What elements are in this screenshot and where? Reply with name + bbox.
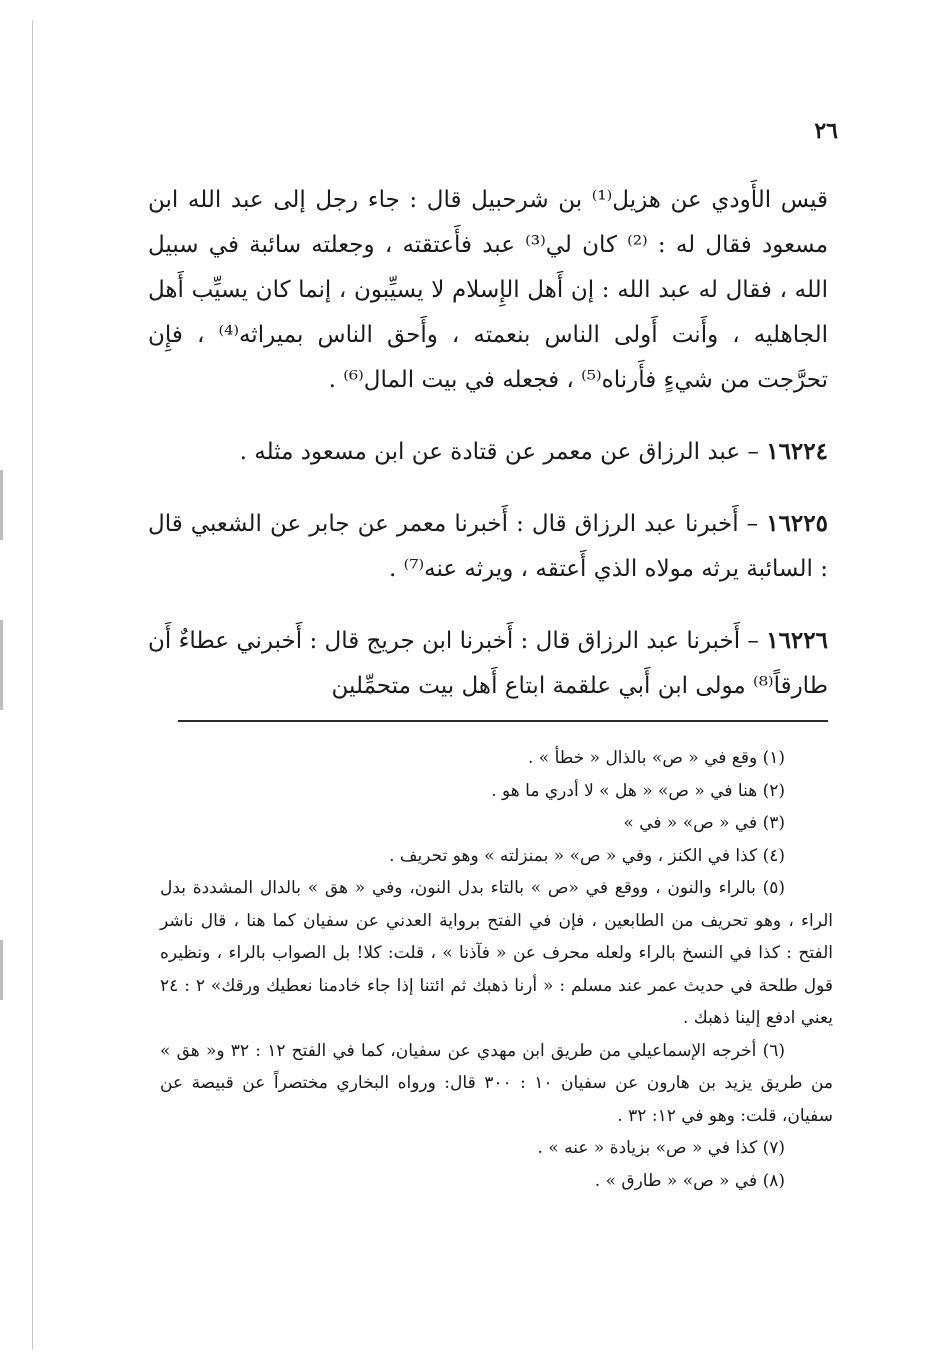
footnote-5: (٥) بالراء والنون ، ووقع في «ص » بالتاء بدل النون، وفي « هق » بالدال المشددة بدل الراء ، وهو تحريف من الطابعين ، فإن في الفتح برواية العدني عن سفيان كما هنا ، قال ناشر الفتح : كذا في النسخ بالراء ولعله محرف عن « فآذنا » ، قلت: كلا! بل الصواب بالراء ، ونظيره قول طلحة في حديث عمر عند مسلم : « أرنا ذهبك ثم ائتنا إذا جاء خادمنا نعطيك ورقك» ٢ : ٢٤ يعني ادفع إلينا ذهبك . <box>160 878 833 1028</box>
hadith-entry <box>148 618 828 709</box>
main-text-body <box>148 178 828 709</box>
hadith-text: – أَخبرنا عبد الرزاق قال : أَخبرنا معمر عن جابر عن الشعبي قال : السائبة يرثه مولاه الذي أَعتقه ، ويرثه عنه⁽⁷⁾ . <box>148 511 828 582</box>
hadith-number: ١٦٢٢٤ <box>766 438 828 465</box>
hadith-number: ١٦٢٢٦ <box>766 627 828 654</box>
footnote-8: (٨) في « ص» « طارق » . <box>594 1170 785 1191</box>
hadith-entry <box>148 429 828 475</box>
footnote-3: (٣) في « ص» « في » <box>623 813 785 833</box>
footnote-4: (٤) كذا في الكنز ، وفي « ص» « بمنزلته » وهو تحريف . <box>389 845 785 866</box>
footnote-6: (٦) أخرجه الإسماعيلي من طريق ابن مهدي عن سفيان، كما في الفتح ١٢ : ٣٢ و« هق » من طريق يزيد بن هارون عن سفيان ١٠ : ٣٠٠ قال: ورواه البخاري مختصراً عن قبيصة عن سفيان، قلت: وهو في ١٢: ٣٢ . <box>160 1040 834 1126</box>
paragraph-narration: قيس الأَودي عن هزيل⁽¹⁾ بن شرحبيل قال : جاء رجل إلى عبد الله ابن مسعود فقال له : ⁽²⁾ كان لي⁽³⁾ عبد فأَعتقته ، وجعلته سائبة في سبيل الله ، فقال له عبد الله : إن أَهل الإِسلام لا يسيِّبون ، إنما كان يسيِّب أَهل الجاهليه ، وأَنت أَولى الناس بنعمته ، وأَحق الناس بميراثه⁽⁴⁾ ، فإِن تحرَّجت من شيءٍ فأَرناه⁽⁵⁾ ، فجعله في بيت المال⁽⁶⁾ . <box>148 187 829 393</box>
footnote-separator <box>178 720 828 722</box>
footnote-1: (١) وقع في « ص» بالذال « خطأ » . <box>527 748 785 768</box>
binding-margin-line <box>32 20 33 1350</box>
footnote-2: (٢) هنا في « ص» « هل » لا أدري ما هو . <box>491 780 785 801</box>
footnotes-section <box>160 742 833 1197</box>
hadith-number: ١٦٢٢٥ <box>766 510 828 537</box>
footnote-7: (٧) كذا في « ص» بزيادة « عنه » . <box>537 1138 785 1158</box>
edge-mark <box>0 620 3 710</box>
hadith-entry <box>148 501 828 592</box>
page-number: ٢٦ <box>814 118 838 144</box>
hadith-text: – أَخبرنا عبد الرزاق قال : أَخبرنا ابن جريج قال : أَخبرني عطاءٌ أَن طارقاً⁽⁸⁾ مولى ابن أَبي علقمة ابتاع أَهل بيت متحمِّلين <box>148 628 828 699</box>
edge-mark <box>0 940 3 1000</box>
edge-mark <box>0 470 3 540</box>
hadith-text: – عبد الرزاق عن معمر عن قتادة عن ابن مسعود مثله . <box>239 439 767 465</box>
